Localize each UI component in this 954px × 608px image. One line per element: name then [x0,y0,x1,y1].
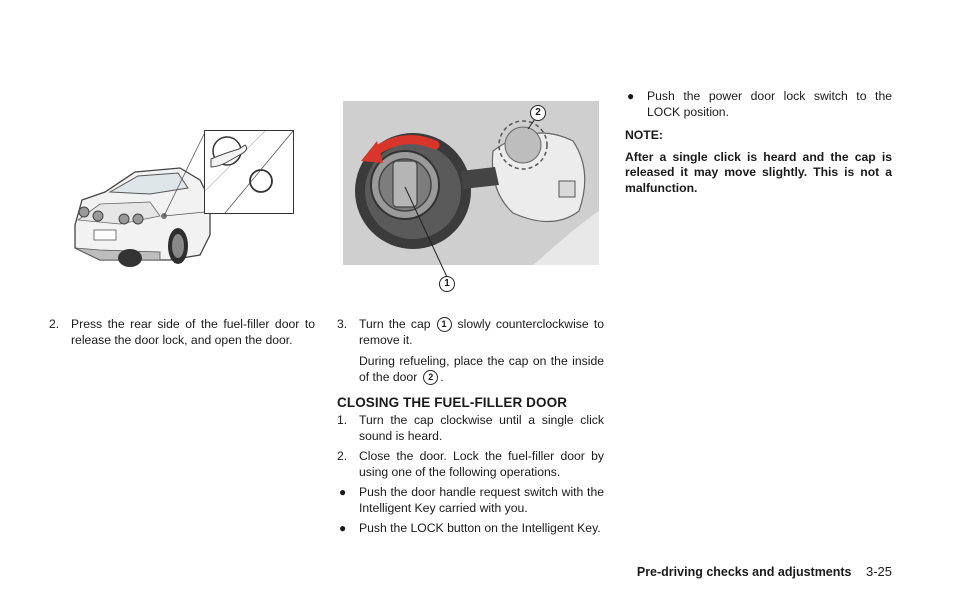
fuel-cap-illustration [343,101,599,297]
note-text: After a single click is heard and the cap is released it may move slightly. This is not a malfunction. [625,149,892,195]
bullet-icon: ● [627,89,635,103]
note-title: NOTE: [625,128,663,142]
column-2 [337,317,604,537]
step-text: Press the rear side of the fuel-filler door to release the door lock, and open the door. [71,317,315,347]
step-2-open [49,317,315,348]
fuel-cap-figure [343,101,599,297]
step-text-after: slowly counterclockwise to remove it. [359,317,604,347]
column-1 [49,317,315,348]
bullet-power-lock [625,89,892,120]
page-footer [637,563,892,581]
ref-callout-1: 1 [437,317,452,332]
step-number: 2. [337,449,348,463]
step-text: Turn the cap clockwise until a single click sound is heard. [359,413,604,443]
step-number: 2. [49,317,60,331]
step-3-remove-cap [337,317,604,348]
bullet-text: Push the door handle request switch with the Intelligent Key carried with you. [359,485,604,515]
refuel-paragraph [337,354,604,385]
closing-step-2 [337,449,604,480]
callout-1: 1 [439,276,455,292]
callout-2: 2 [530,105,546,121]
hand-pressing-icon [205,131,293,213]
car-figure [60,120,300,290]
step-number: 3. [337,317,348,331]
step-number: 1. [337,413,348,427]
refuel-text-before: During refueling, place the cap on the inside of the door [359,354,604,384]
ref-callout-2: 2 [423,370,438,385]
section-heading: CLOSING THE FUEL-FILLER DOOR [337,395,568,410]
column-3 [625,89,892,196]
bullet-lock-button [337,521,604,537]
step-text: Close the door. Lock the fuel-filler door by using one of the following operations. [359,449,604,479]
bullet-text: Push the LOCK button on the Intelligent Key. [359,521,601,535]
bullet-icon: ● [339,485,347,499]
closing-step-1 [337,413,604,444]
fuel-door-inset [204,130,294,214]
page-number: 3-25 [865,564,892,579]
refuel-text-after: . [440,369,444,384]
step-text-before: Turn the cap [359,317,431,331]
footer-section: Pre-driving checks and adjustments [636,565,852,579]
bullet-icon: ● [339,521,347,535]
bullet-text: Push the power door lock switch to the LOCK position. [647,89,892,119]
bullet-request-switch [337,485,604,516]
